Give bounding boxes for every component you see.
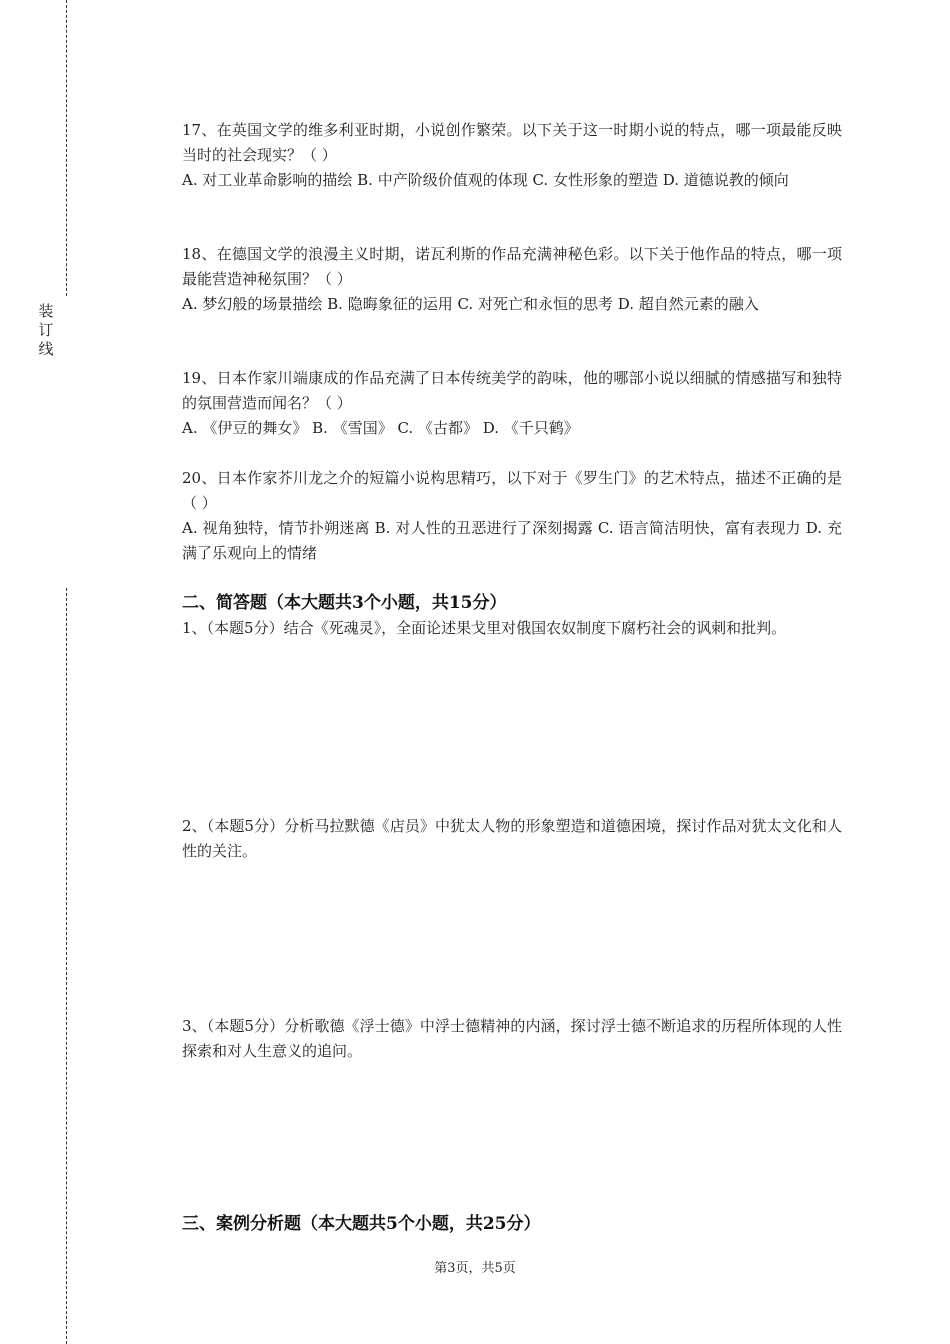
question-text: 18、在德国文学的浪漫主义时期，诺瓦利斯的作品充满神秘色彩。以下关于他作品的特点，哪一项最能营造神秘氛围？（ ）	[182, 245, 842, 288]
question-options: A. 视角独特，情节扑朔迷离 B. 对人性的丑恶进行了深刻揭露 C. 语言简洁明快，富有表现力 D. 充满了乐观向上的情绪	[182, 519, 842, 562]
binding-line-top	[66, 0, 67, 296]
section-title-short-answer: 二、简答题（本大题共3个小题，共15分）	[182, 593, 507, 613]
short-answer-2	[182, 814, 842, 864]
question-text: 19、日本作家川端康成的作品充满了日本传统美学的韵味，他的哪部小说以细腻的情感描写和独特的氛围营造而闻名？（ ）	[182, 369, 842, 412]
section-title-case-analysis: 三、案例分析题（本大题共5个小题，共25分）	[182, 1214, 541, 1234]
question-options: A. 《伊豆的舞女》 B. 《雪国》 C. 《古都》 D. 《千只鹤》	[182, 419, 579, 437]
question-options: A. 梦幻般的场景描绘 B. 隐晦象征的运用 C. 对死亡和永恒的思考 D. 超自然元素的融入	[182, 295, 759, 313]
binding-char: 线	[38, 340, 54, 358]
question-18	[182, 242, 842, 317]
question-17	[182, 118, 842, 193]
question-text: 20、日本作家芥川龙之介的短篇小说构思精巧，以下对于《罗生门》的艺术特点，描述不正确的是（ ）	[182, 469, 842, 512]
page-number: 第3页，共5页	[434, 1261, 516, 1276]
question-20	[182, 466, 842, 566]
question-options: A. 对工业革命影响的描绘 B. 中产阶级价值观的体现 C. 女性形象的塑造 D. 道德说教的倾向	[182, 171, 789, 189]
question-19	[182, 366, 842, 441]
short-answer-text: 3、（本题5分）分析歌德《浮士德》中浮士德精神的内涵，探讨浮士德不断追求的历程所体现的人性探索和对人生意义的追问。	[182, 1017, 842, 1060]
short-answer-text: 2、（本题5分）分析马拉默德《店员》中犹太人物的形象塑造和道德困境，探讨作品对犹太文化和人性的关注。	[182, 817, 842, 860]
question-text: 17、在英国文学的维多利亚时期，小说创作繁荣。以下关于这一时期小说的特点，哪一项最能反映当时的社会现实？（ ）	[182, 121, 842, 164]
short-answer-1	[182, 616, 842, 641]
binding-line-bottom	[66, 588, 67, 1344]
binding-char: 订	[38, 321, 54, 339]
short-answer-3	[182, 1014, 842, 1064]
binding-label	[36, 302, 56, 359]
binding-char: 装	[38, 302, 54, 320]
short-answer-text: 1、（本题5分）结合《死魂灵》，全面论述果戈里对俄国农奴制度下腐朽社会的讽刺和批判。	[182, 619, 787, 637]
